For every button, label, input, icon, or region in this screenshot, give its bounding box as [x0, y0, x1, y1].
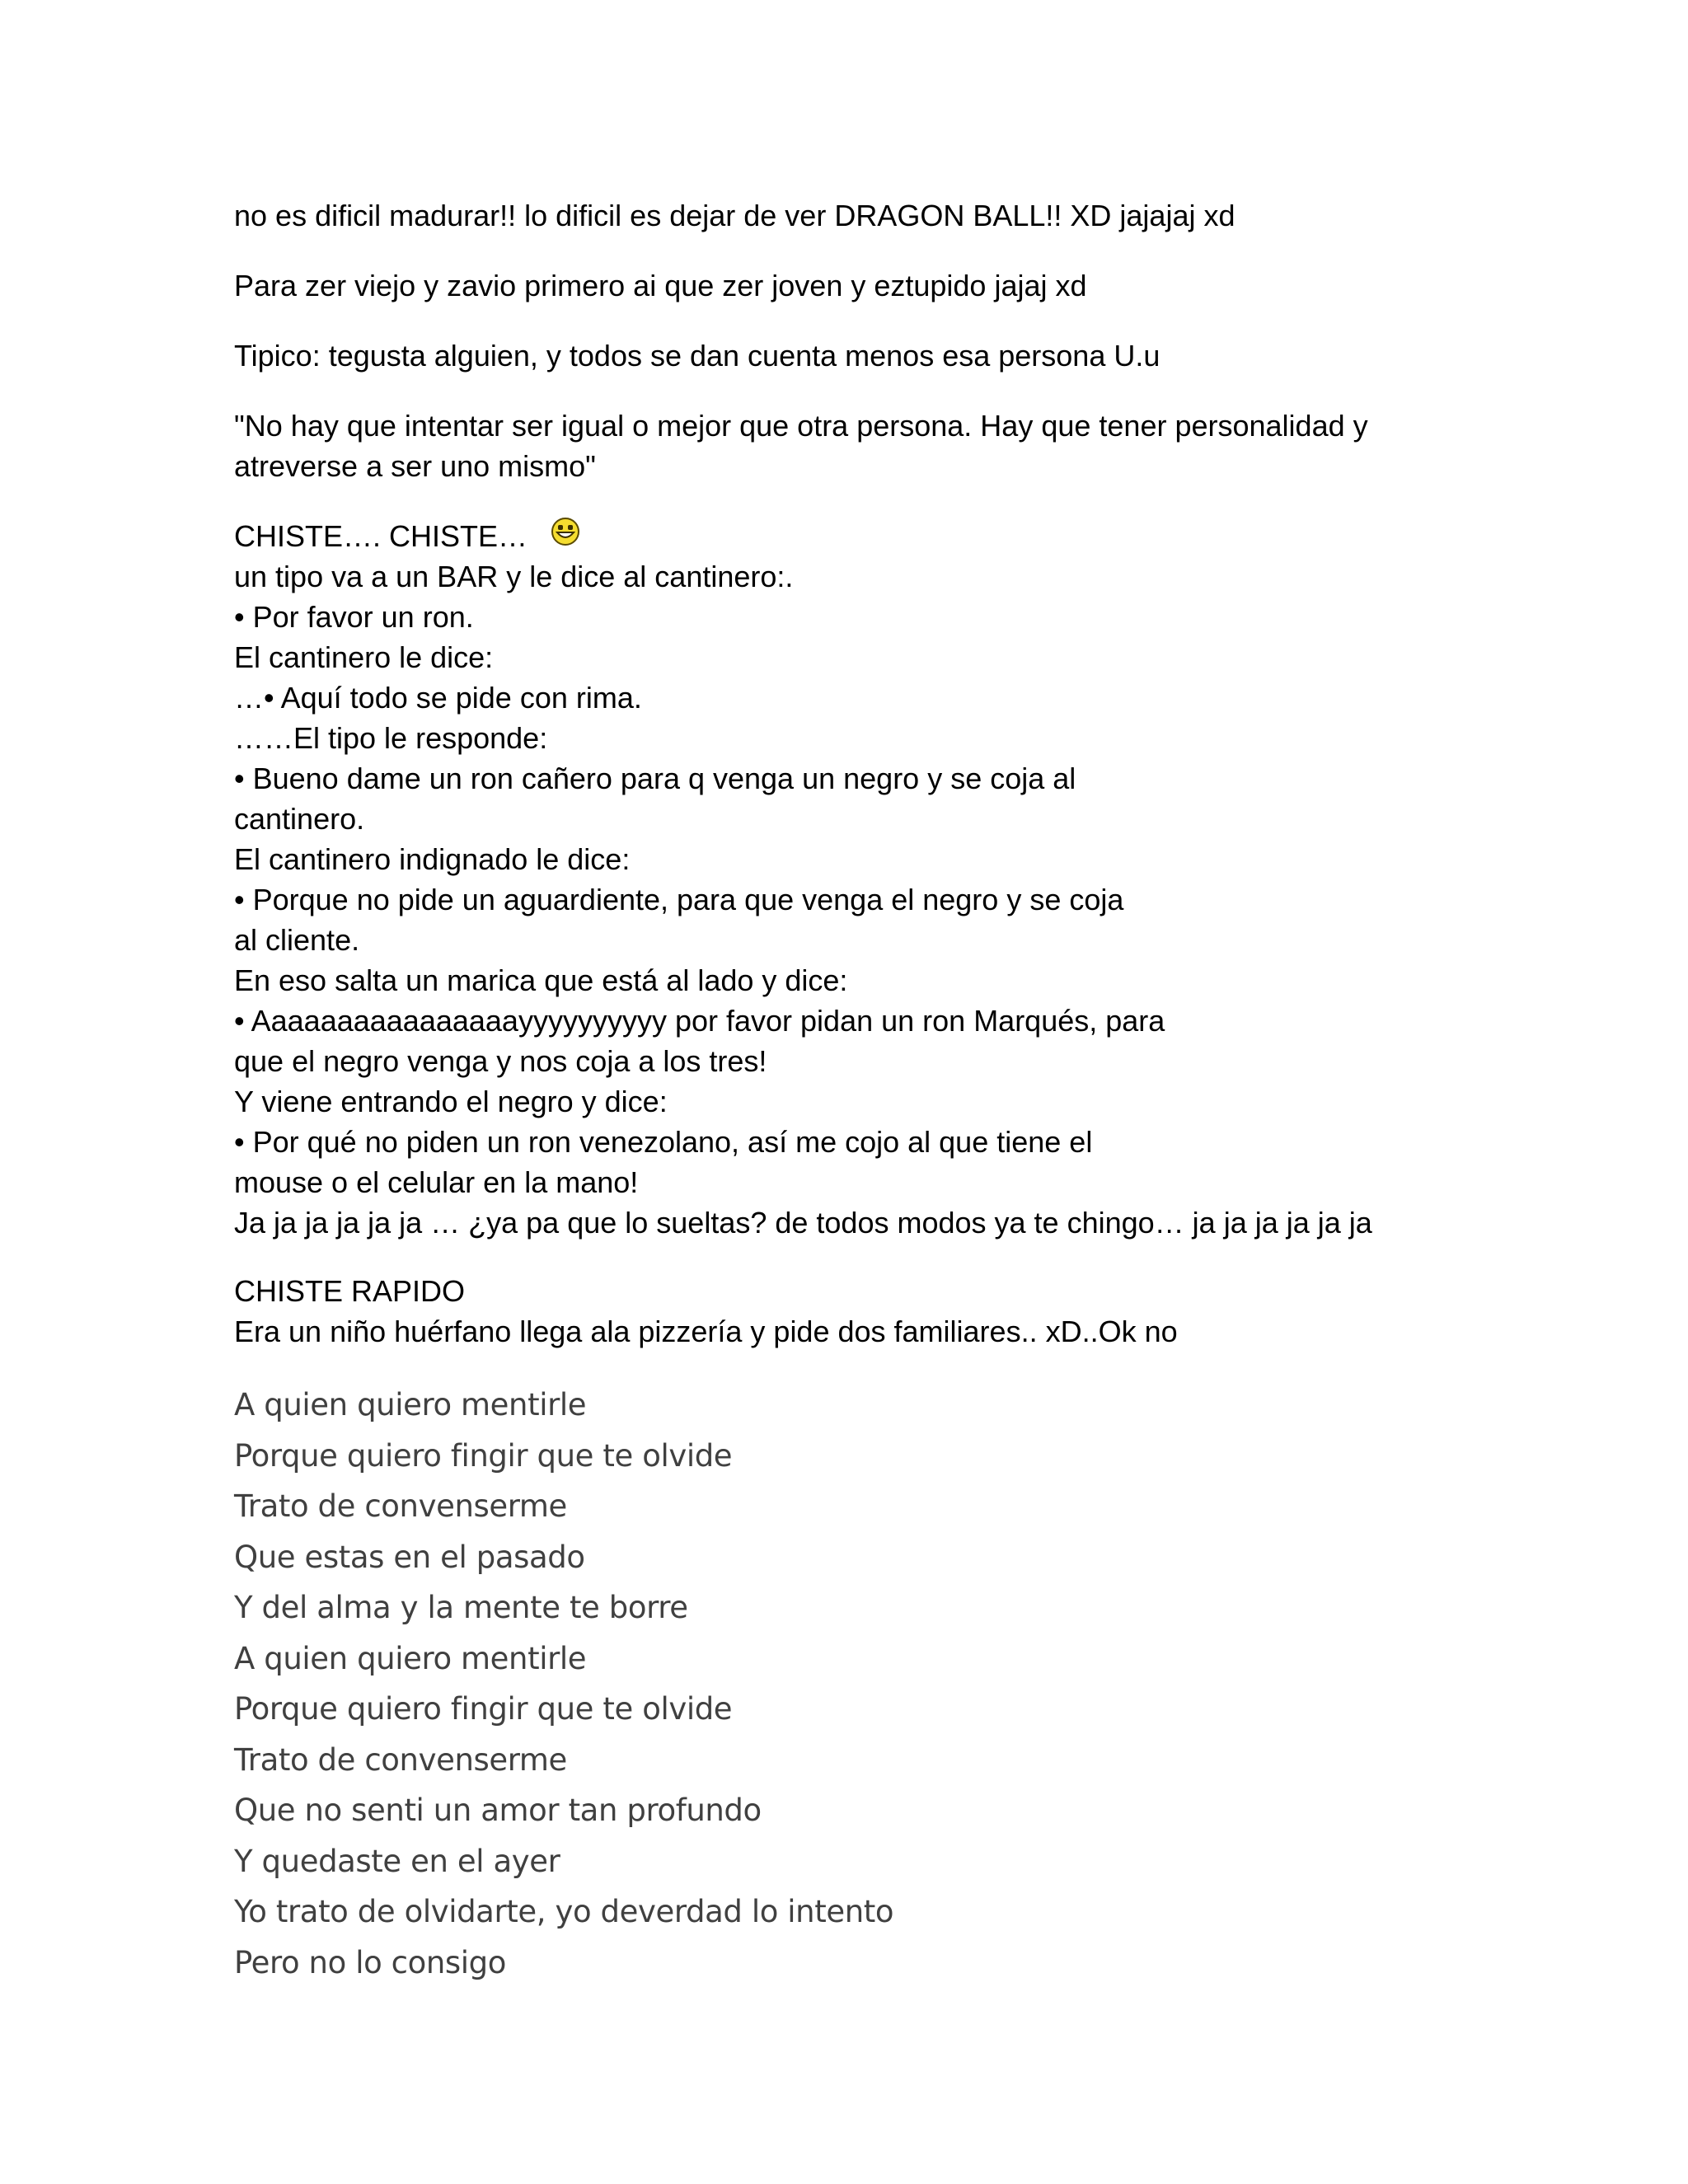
quick-joke-title: CHISTE RAPIDO — [234, 1274, 466, 1308]
quick-joke-text: Era un niño huérfano llega ala pizzería y pide dos familiares.. xD..Ok no — [234, 1315, 1178, 1348]
intro-line: Para zer viejo y zavio primero ai que zer joven y eztupido jajaj xd — [234, 269, 1087, 302]
lyric-line: A quien quiero mentirle — [234, 1387, 587, 1422]
joke-line: • Por favor un ron. — [234, 600, 474, 634]
smiley-face-icon — [551, 517, 580, 546]
quote-line: "No hay que intentar ser igual o mejor que otra persona. Hay que tener personalidad y — [234, 409, 1368, 443]
joke-line: En eso salta un marica que está al lado y dice: — [234, 963, 848, 997]
lyric-line: Porque quiero fingir que te olvide — [234, 1691, 733, 1727]
joke-line: El cantinero indignado le dice: — [234, 842, 631, 876]
lyric-line: Porque quiero fingir que te olvide — [234, 1437, 733, 1474]
document-page — [234, 195, 1503, 1988]
intro-line: no es dificil madurar!! lo dificil es dejar de ver DRAGON BALL!! XD jajajaj xd — [234, 199, 1236, 232]
lyric-line: A quien quiero mentirle — [234, 1640, 587, 1676]
lyric-line: Yo trato de olvidarte, yo deverdad lo intento — [234, 1894, 894, 1929]
joke-line: …• Aquí todo se pide con rima. — [234, 681, 642, 715]
joke-section — [234, 516, 1503, 1243]
joke-line: mouse o el celular en la mano! — [234, 1165, 639, 1199]
quote-line: atreverse a ser uno mismo" — [234, 449, 596, 483]
joke-line: al cliente. — [234, 923, 360, 957]
lyric-line: Trato de convenserme — [234, 1488, 567, 1524]
joke-title-row — [234, 516, 1503, 556]
joke-line: que el negro venga y nos coja a los tres! — [234, 1044, 767, 1078]
lyric-line: Que estas en el pasado — [234, 1539, 585, 1575]
joke-body — [234, 556, 1503, 1243]
lyric-line: Que no senti un amor tan profundo — [234, 1793, 762, 1828]
joke-line: El cantinero le dice: — [234, 640, 494, 674]
joke-line: un tipo va a un BAR y le dice al cantinero:. — [234, 560, 794, 593]
lyric-line: Pero no lo consigo — [234, 1944, 506, 1980]
joke-line: cantinero. — [234, 802, 365, 836]
lyric-line: Trato de convenserme — [234, 1741, 567, 1778]
intro-section — [234, 195, 1503, 486]
quote-paragraph — [234, 405, 1503, 486]
quick-joke-section — [234, 1271, 1503, 1352]
joke-line: ……El tipo le responde: — [234, 721, 548, 755]
joke-line: • Bueno dame un ron cañero para q venga un negro y se coja al — [234, 762, 1076, 795]
joke-line: • Porque no pide un aguardiente, para que venga el negro y se coja — [234, 883, 1124, 916]
intro-line: Tipico: tegusta alguien, y todos se dan cuenta menos esa persona U.u — [234, 339, 1160, 373]
joke-line: • Por qué no piden un ron venezolano, así me cojo al que tiene el — [234, 1125, 1093, 1159]
song-lyrics — [234, 1380, 1503, 1988]
joke-line: • Aaaaaaaaaaaaaaaayyyyyyyyyy por favor pidan un ron Marqués, para — [234, 1004, 1165, 1038]
joke-line: Y viene entrando el negro y dice: — [234, 1085, 668, 1118]
joke-title: CHISTE…. CHISTE… — [234, 519, 537, 553]
joke-line: Ja ja ja ja ja ja … ¿ya pa que lo sueltas? de todos modos ya te chingo… ja ja ja ja ja ja — [234, 1206, 1372, 1240]
lyric-line: Y quedaste en el ayer — [234, 1843, 560, 1879]
lyric-line: Y del alma y la mente te borre — [234, 1590, 688, 1625]
